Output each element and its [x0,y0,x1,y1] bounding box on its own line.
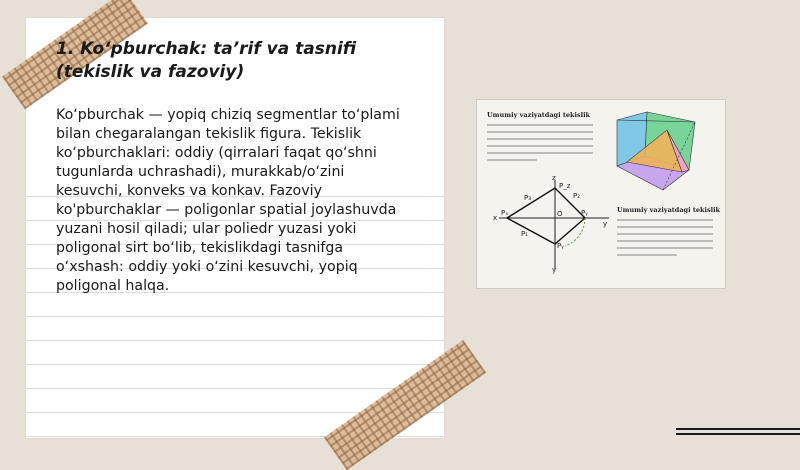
decorative-lines [676,428,800,438]
figure-caption-left-heading: Umumiy vaziyatdagi tekislik [487,111,591,119]
slide-title: 1. Ko‘pburchak: ta’rif va tasnifi (tekislik va fazoviy) [56,39,357,82]
point-label-p2: P₂ [573,192,581,200]
figure-caption-left-text [487,125,593,160]
point-label-py-bottom: Pᵧ [557,242,564,250]
plane-3d-illustration [617,112,695,190]
origin-label: O [557,210,563,218]
axis-label-x: x [493,214,498,222]
axis-label-y-right: y [603,220,608,228]
point-label-py: Pᵧ [581,209,588,217]
point-label-px: Pₓ [501,209,509,217]
slide-body-text: Ko‘pburchak — yopiq chiziq segmentlar to‘plami bilan chegaralangan tekislik figura. Tekislik ko‘pburchaklari: oddiy (qirralari faqat qo‘shni tugunlarda uchrashadi), murakkab/o‘zini kesuvchi, konveks va konkav. Fazoviy ko'pburchaklar — poligonlar spatial joylashuvda yuzani hosil qiladi; ular poliedr yuzasi yoki poligonal sirt bo‘lib, tekislikdagi tasnifga o‘xshash: oddiy yoki o‘zini kesuvchi, yopiq poligonal halqa. [56,107,400,294]
figure-caption-right-heading: Umumiy vaziyatdagi tekislik [617,206,721,214]
decorative-line [676,428,800,430]
figure-svg [477,100,725,288]
point-label-p1: P₁ [521,230,529,238]
axis-label-y-bottom: y [552,266,557,274]
figure-caption-right-text [617,220,713,255]
figure-illustration [476,99,726,289]
point-label-p3: P₃ [524,194,532,202]
decorative-line [676,433,800,435]
point-label-pz: P_z [559,182,571,190]
coordinate-diagram [499,180,609,270]
axis-label-z: z [552,174,556,182]
